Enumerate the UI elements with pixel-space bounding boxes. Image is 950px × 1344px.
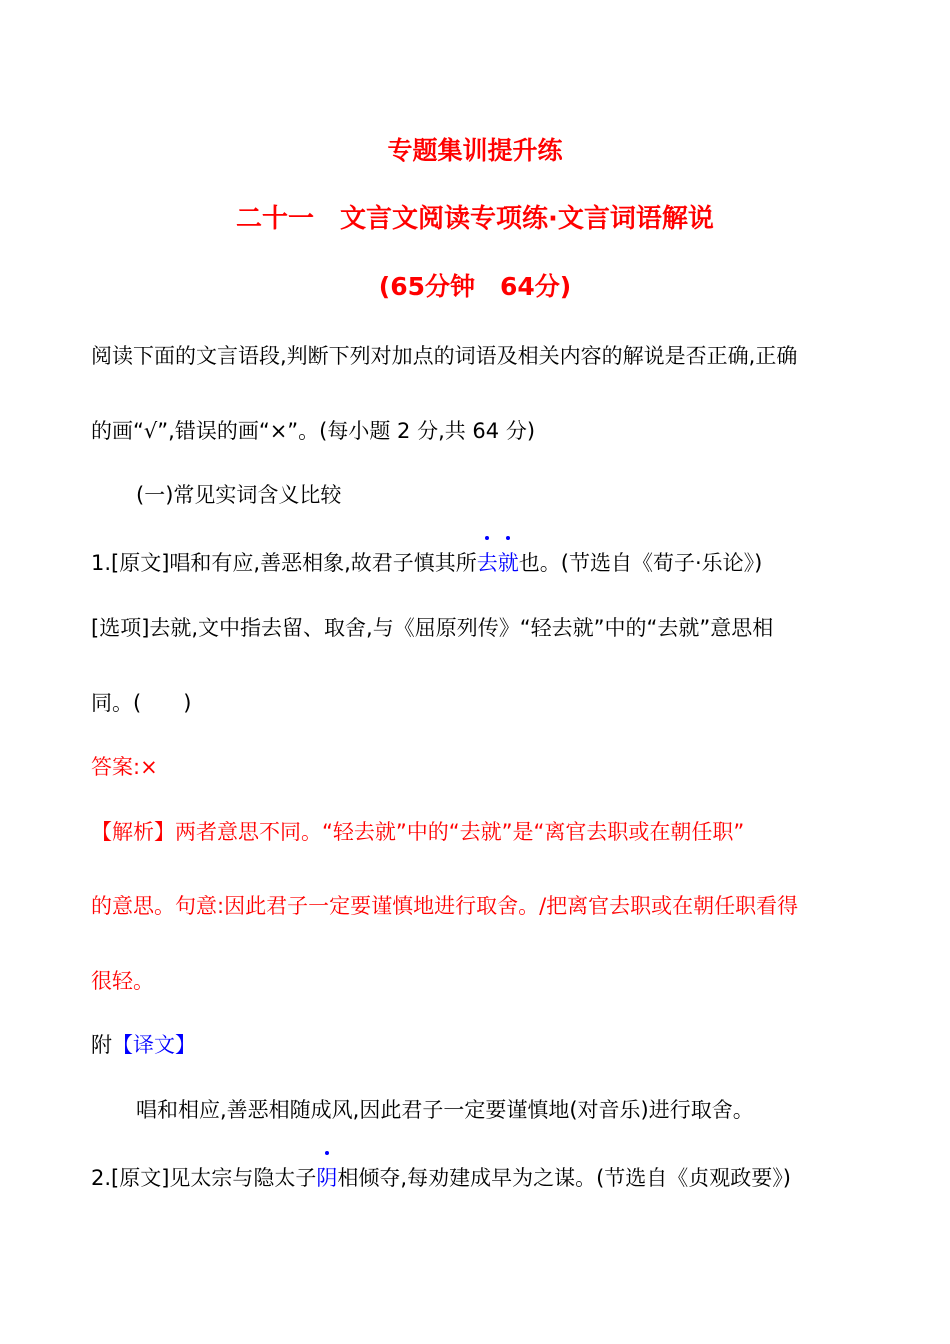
collection-title: 专题集训提升练: [387, 136, 563, 165]
q2-original-prefix: 2.[原文]见太宗与隐太子: [91, 1166, 317, 1190]
q1-original: [91, 549, 762, 577]
instructions-line-2: 的画“√”,错误的画“×”。(每小题 2 分,共 64 分): [91, 419, 536, 443]
translation-label: 【译文】: [112, 1033, 196, 1057]
instructions-line-1: 阅读下面的文言语段,判断下列对加点的词语及相关内容的解说是否正确,正确: [91, 344, 798, 368]
q1-original-suffix: 也。(节选自《荀子·乐论》): [518, 551, 763, 575]
q2-keyword-yin: 阴: [316, 1166, 338, 1190]
q1-keyword-qu: 去: [476, 551, 498, 575]
translation-prefix: 附: [91, 1033, 112, 1057]
time-score-title: (65分钟 64分): [378, 272, 572, 301]
q2-original-suffix: 相倾夺,每劝建成早为之谋。(节选自《贞观政要》): [337, 1166, 791, 1190]
q1-answer: 答案:×: [91, 755, 158, 779]
q1-translation-text: 唱和相应,善恶相随成风,因此君子一定要谨慎地(对音乐)进行取舍。: [136, 1098, 754, 1122]
q1-translation-heading: [91, 1031, 196, 1059]
q2-original: [91, 1164, 791, 1192]
q1-option-line-2: 同。( ): [91, 691, 192, 715]
q1-original-prefix: 1.[原文]唱和有应,善恶相象,故君子慎其所: [91, 551, 477, 575]
exercise-title: 二十一 文言文阅读专项练·文言词语解说: [236, 204, 714, 234]
q1-analysis-line-2: 的意思。句意:因此君子一定要谨慎地进行取舍。/把离官去职或在朝任职看得: [91, 894, 799, 918]
q1-option-line-1: [选项]去就,文中指去留、取舍,与《屈原列传》“轻去就”中的“去就”意思相: [91, 616, 774, 640]
q1-analysis-line-3: 很轻。: [91, 969, 154, 993]
section-heading: (一)常见实词含义比较: [136, 483, 342, 507]
q1-analysis-line-1: 【解析】两者意思不同。“轻去就”中的“去就”是“离官去职或在朝任职”: [91, 820, 745, 844]
q1-keyword-jiu: 就: [497, 551, 519, 575]
